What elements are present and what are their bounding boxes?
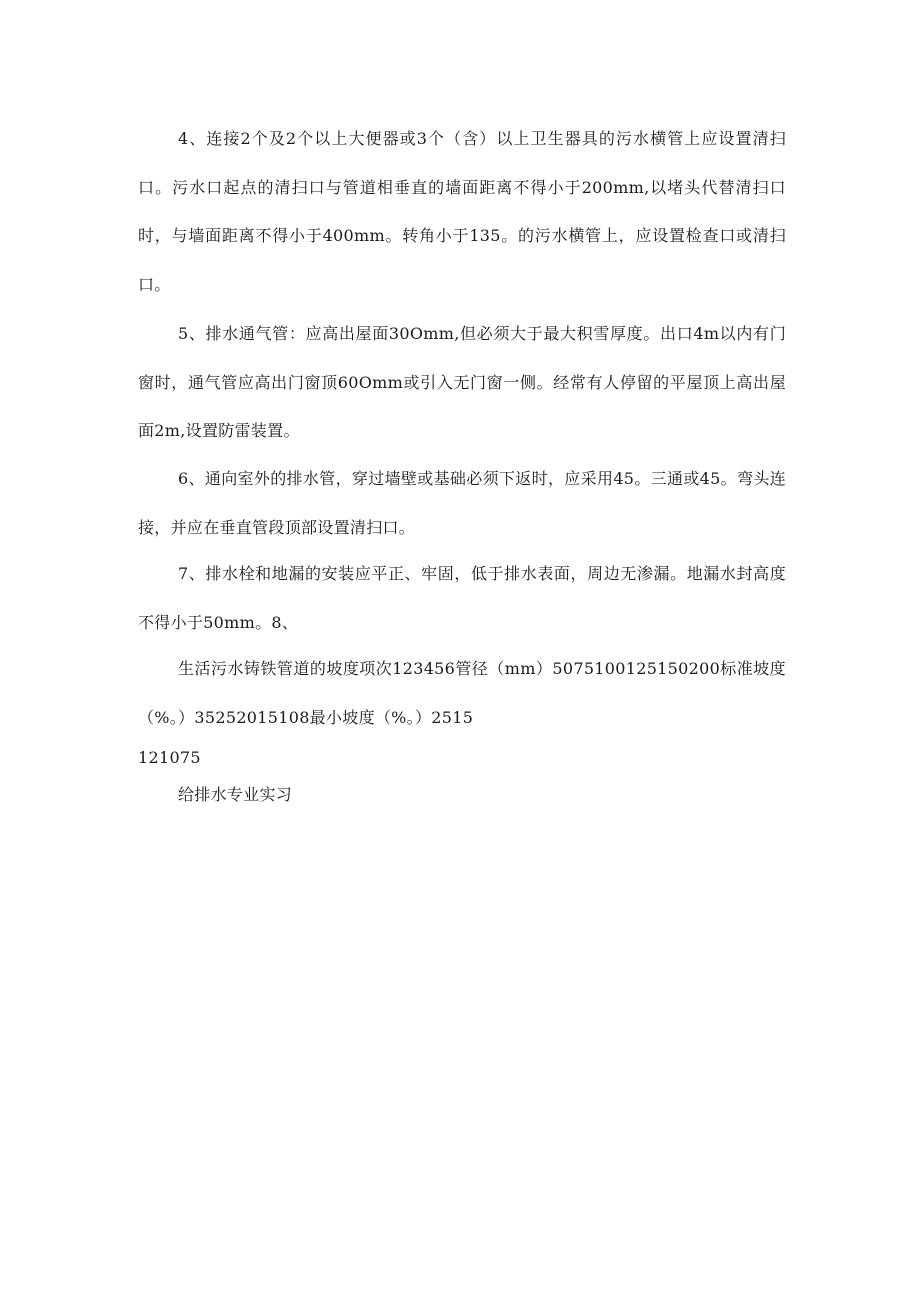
page-footer-title: 给排水专业实习 bbox=[178, 785, 293, 804]
paragraph-item-5: 5、排水通气管：应高出屋面30Omm,但必须大于最大积雪厚度。出口4m以内有门窗时，通气管应高出门窗顶60Omm或引入无门窗一侧。经常有人停留的平屋顶上高出屋面2m,设置防雷装置。 bbox=[138, 324, 786, 440]
paragraph-slope-table: 生活污水铸铁管道的坡度项次123456管径（mm）5075100125150200标准坡度（%。）35252015108最小坡度（%。）2515 bbox=[138, 659, 786, 727]
paragraph-item-7: 7、排水栓和地漏的安装应平正、牢固，低于排水表面，周边无渗漏。地漏水封高度不得小于50mm。8、 bbox=[138, 564, 786, 632]
paragraph-item-4: 4、连接2个及2个以上大便器或3个（含）以上卫生器具的污水横管上应设置清扫口。污水口起点的清扫口与管道相垂直的墙面距离不得小于200mm,以堵头代替清扫口时，与墙面距离不得小于400mm。转角小于135。的污水横管上，应设置检查口或清扫口。 bbox=[138, 129, 786, 294]
paragraph-item-6: 6、通向室外的排水管，穿过墙壁或基础必须下返时，应采用45。三通或45。弯头连接，并应在垂直管段顶部设置清扫口。 bbox=[138, 469, 786, 537]
paragraph-tail-line: 121075 bbox=[138, 748, 201, 767]
